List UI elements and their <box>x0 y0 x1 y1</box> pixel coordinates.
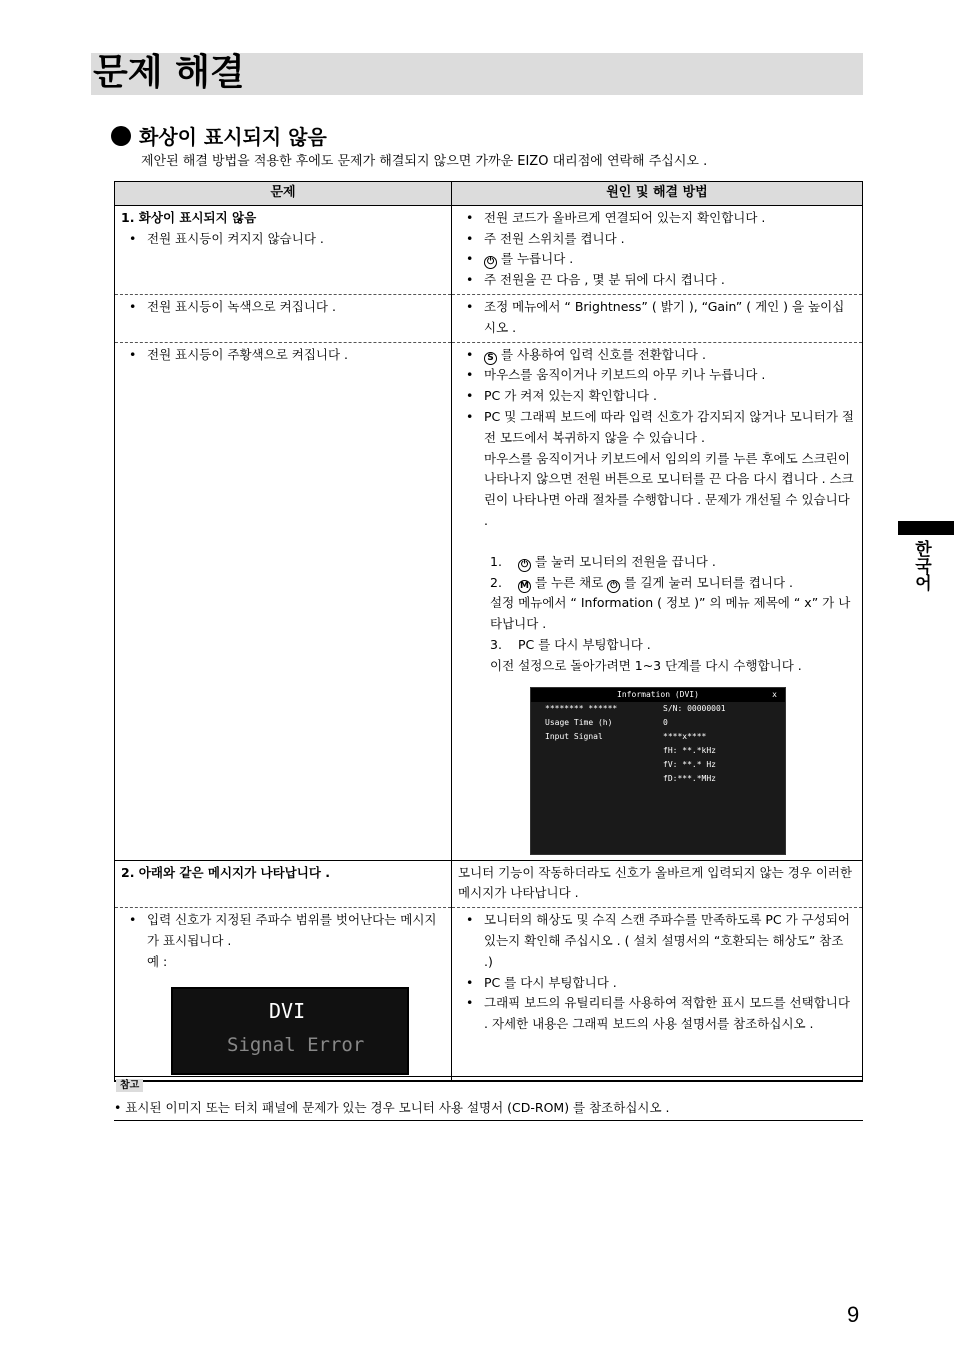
step-text: 를 길게 눌러 모니터를 켭니다 . <box>624 574 794 590</box>
cause-item: • PC 를 다시 부팅합니다 . <box>458 973 856 994</box>
side-language-label: 한국어 <box>911 540 931 591</box>
osd-row <box>531 730 785 744</box>
osd-value: fH: **.*kHz <box>663 745 716 755</box>
note-divider-top <box>114 1076 863 1077</box>
problem-item: • 전원 표시등이 켜지지 않습니다 . <box>121 229 445 250</box>
col-header-cause: 원인 및 해결 방법 <box>452 182 863 206</box>
step-item <box>490 552 856 573</box>
cause-text: 를 사용하여 입력 신호를 전환합니다 . <box>500 346 706 362</box>
side-tab-marker <box>898 521 954 535</box>
cause-item <box>458 345 856 366</box>
step-number: 2. <box>490 574 502 590</box>
problem-cell <box>115 294 452 342</box>
cause-item: • 그래픽 보드의 유틸리티를 사용하여 적합한 표시 모드를 선택합니다 . 자세한 내용은 그래픽 보드의 사용 설명서를 참조하십시오 . <box>458 993 856 1035</box>
problem-cell <box>115 205 452 294</box>
problem-cell <box>115 908 452 1081</box>
step-item <box>490 573 856 594</box>
problem-item: • 전원 표시등이 녹색으로 켜집니다 . <box>121 297 445 318</box>
note-label: 참고 <box>116 1079 143 1092</box>
cause-item: • 조정 메뉴에서 “ Brightness” ( 밝기 ), “Gain” ( 게인 ) 을 높이십시오 . <box>458 297 856 339</box>
cause-item: • PC 가 켜져 있는지 확인합니다 . <box>458 386 856 407</box>
step-item <box>490 635 856 656</box>
cause-cell: 모니터 기능이 작동하더라도 신호가 올바르게 입력되지 않는 경우 이러한 메시지가 나타납니다 . <box>452 860 863 908</box>
problem-heading: 2. 아래와 같은 메시지가 나타납니다 . <box>121 864 331 880</box>
osd-value: 0 <box>663 717 668 727</box>
step-number: 1. <box>490 553 502 569</box>
troubleshooting-table <box>114 181 863 1082</box>
cause-cell <box>452 205 863 294</box>
cause-text: 를 누릅니다 . <box>500 251 574 267</box>
cause-item: • 모니터의 해상도 및 수직 스캔 주파수를 만족하도록 PC 가 구성되어 있는지 확인해 주십시오 . ( 설치 설명서의 “호환되는 해상도” 참조 .) <box>458 910 856 972</box>
osd-key <box>545 772 663 786</box>
osd-close-icon: x <box>772 689 777 699</box>
cause-item: • 주 전원을 끈 다음 , 몇 분 뒤에 다시 켭니다 . <box>458 270 856 291</box>
osd-value: fV: **.* Hz <box>663 759 716 769</box>
osd-row <box>531 702 785 716</box>
step-note: 이전 설정으로 돌아가려면 1~3 단계를 다시 수행합니다 . <box>490 657 802 673</box>
table-row <box>115 342 863 860</box>
note-text: • 표시된 이미지 또는 터치 패널에 문제가 있는 경우 모니터 사용 설명서 (CD-ROM) 를 참조하십시오 . <box>114 1100 670 1115</box>
problem-cell <box>115 860 452 908</box>
osd-row <box>531 758 785 772</box>
power-button-icon: ⏻ <box>518 559 531 572</box>
osd-row <box>531 772 785 786</box>
cause-cell <box>452 294 863 342</box>
problem-item: • 전원 표시등이 주황색으로 켜집니다 . <box>121 345 445 366</box>
cause-cell <box>452 908 863 1081</box>
intro-text: 제안된 해결 방법을 적용한 후에도 문제가 해결되지 않으면 가까운 EIZO 대리점에 연락해 주십시오 . <box>141 154 708 169</box>
signal-error-screenshot <box>171 987 409 1075</box>
section-title: 화상이 표시되지 않음 <box>139 125 327 149</box>
osd-value: S/N: 00000001 <box>663 703 726 713</box>
page-title: 문제 해결 <box>93 52 245 93</box>
step-note: 설정 메뉴에서 “ Information ( 정보 )” 의 메뉴 제목에 “ x” 가 나타납니다 . <box>490 595 851 632</box>
osd-value: fD:***.*MHz <box>663 773 716 783</box>
signal-button-icon: S <box>484 352 497 365</box>
page-number: 9 <box>847 1302 860 1327</box>
example-label: 예 : <box>147 953 168 969</box>
osd-key <box>545 758 663 772</box>
cause-cell <box>452 342 863 860</box>
info-osd-screenshot <box>530 687 786 855</box>
osd-key: ******** ****** <box>545 703 618 713</box>
bullet-dot-icon <box>111 126 131 146</box>
osd-value: ****x**** <box>663 731 707 741</box>
cause-item: • 주 전원 스위치를 켭니다 . <box>458 229 856 250</box>
osd-title-bar <box>531 688 785 702</box>
cause-item: • 전원 코드가 올바르게 연결되어 있는지 확인합니다 . <box>458 208 856 229</box>
step-text: 를 눌러 모니터의 전원을 끕니다 . <box>534 553 716 569</box>
error-line-2: Signal Error <box>227 1033 365 1056</box>
problem-item: • 입력 신호가 지정된 주파수 범위를 벗어난다는 메시지가 표시됩니다 . <box>121 910 445 952</box>
problem-cell <box>115 342 452 860</box>
problem-heading: 1. 화상이 표시되지 않음 <box>121 209 257 225</box>
note-divider-bottom <box>114 1120 863 1121</box>
step-text: 를 누른 채로 <box>534 574 604 590</box>
mode-button-icon: M <box>518 580 531 593</box>
page-title-bar <box>91 53 863 95</box>
step-text: PC 를 다시 부팅합니다 . <box>518 636 651 652</box>
power-button-icon: ⏻ <box>607 580 620 593</box>
table-row <box>115 908 863 1081</box>
osd-row <box>531 716 785 730</box>
osd-key: Usage Time (h) <box>545 717 613 727</box>
power-button-icon: ⏻ <box>484 256 497 269</box>
step-number: 3. <box>490 636 502 652</box>
osd-key <box>545 744 663 758</box>
procedure-steps <box>458 552 856 677</box>
section-header <box>111 121 327 150</box>
osd-key: Input Signal <box>545 731 603 741</box>
osd-row <box>531 744 785 758</box>
col-header-problem: 문제 <box>115 182 452 206</box>
cause-item: • 마우스를 움직이거나 키보드의 아무 키나 누릅니다 . <box>458 365 856 386</box>
table-row <box>115 205 863 294</box>
cause-paragraph: 마우스를 움직이거나 키보드에서 임의의 키를 누른 후에도 스크린이 나타나지 않으면 전원 버튼으로 모니터를 끈 다음 다시 켭니다 . 스크린이 나타나면 아래 절차를 수행합니다 . 문제가 개선될 수 있습니다 . <box>484 450 854 528</box>
table-row <box>115 294 863 342</box>
cause-item <box>458 249 856 270</box>
osd-title: Information (DVI) <box>617 689 699 699</box>
cause-item: • PC 및 그래픽 보드에 따라 입력 신호가 감지되지 않거나 모니터가 절전 모드에서 복귀하지 않을 수 있습니다 . <box>458 407 856 449</box>
table-row <box>115 860 863 908</box>
error-line-1: DVI <box>269 998 306 1023</box>
